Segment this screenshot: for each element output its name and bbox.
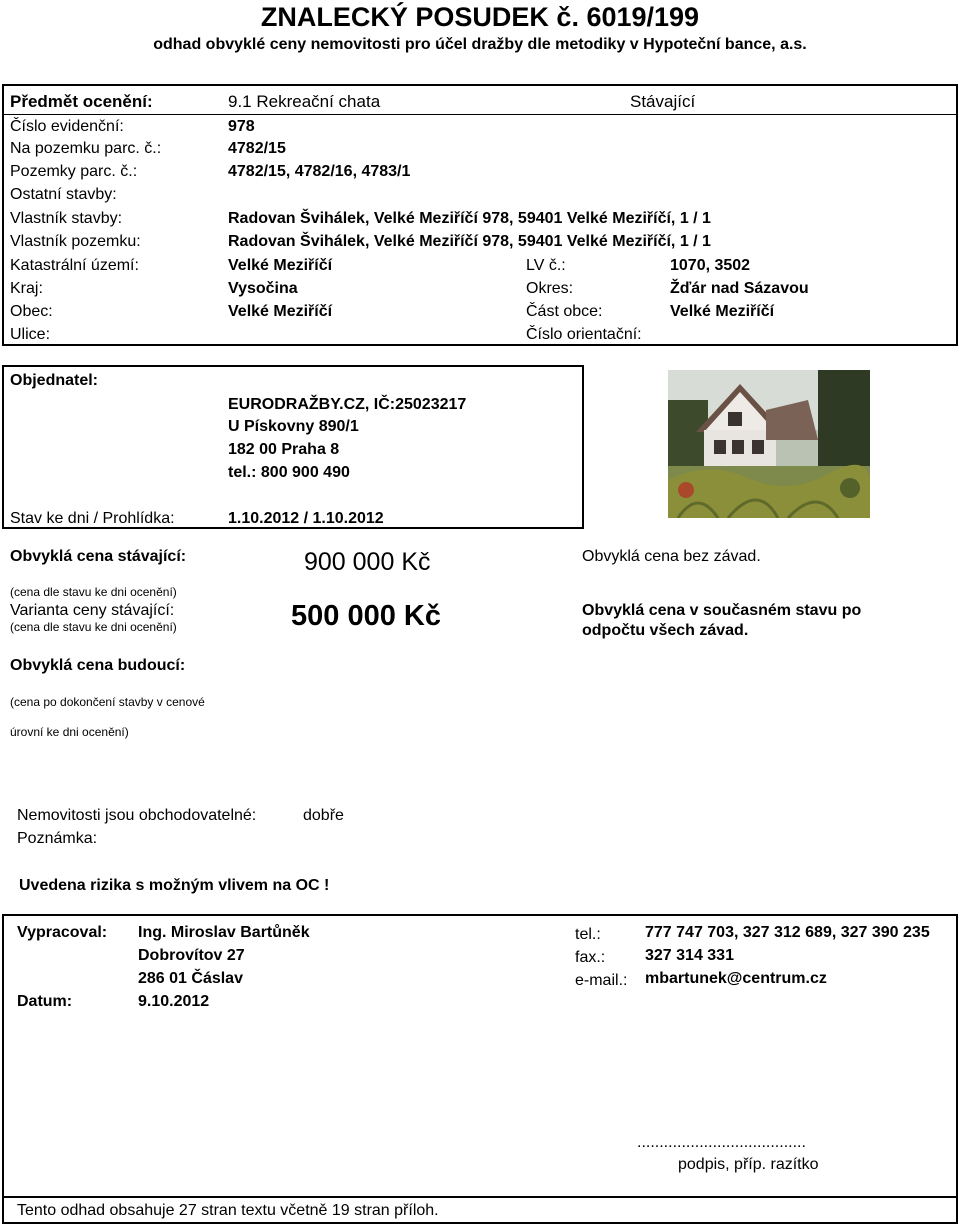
cast-obce-label: Část obce: <box>526 303 603 320</box>
author-city: 286 01 Čáslav <box>138 970 243 987</box>
vlastnik-stavby-value: Radovan Švihálek, Velké Meziříčí 978, 59401 Velké Meziříčí, 1 / 1 <box>228 210 711 227</box>
client-street: U Pískovny 890/1 <box>228 418 359 435</box>
future-price-label: Obvyklá cena budoucí: <box>10 657 186 674</box>
pozemky-label: Pozemky parc. č.: <box>10 163 138 180</box>
current-price-note: (cena dle stavu ke dni ocenění) <box>10 585 177 599</box>
ulice-label: Ulice: <box>10 326 51 343</box>
marketable-value: dobře <box>303 807 344 824</box>
vlastnik-pozemku-label: Vlastník pozemku: <box>10 233 141 250</box>
marketable-label: Nemovitosti jsou obchodovatelné: <box>17 807 257 824</box>
current-price-value: 900 000 Kč <box>304 548 431 576</box>
risk-note: Uvedena rizika s možným vlivem na OC ! <box>19 877 330 894</box>
lv-value: 1070, 3502 <box>670 257 751 274</box>
ostatni-label: Ostatní stavby: <box>10 186 117 203</box>
cast-obce-value: Velké Meziříčí <box>670 303 775 320</box>
kraj-label: Kraj: <box>10 280 43 297</box>
poznamka-label: Poznámka: <box>17 830 98 847</box>
variant-price-label: Varianta ceny stávající: <box>10 602 175 619</box>
tel-label: tel.: <box>575 926 601 943</box>
client-name: EURODRAŽBY.CZ, IČ:25023217 <box>228 396 467 413</box>
datum-value: 9.10.2012 <box>138 993 210 1010</box>
signature-label: podpis, příp. razítko <box>678 1156 819 1173</box>
fax-label: fax.: <box>575 949 606 966</box>
datum-label: Datum: <box>17 993 73 1010</box>
client-phone: tel.: 800 900 490 <box>228 464 350 481</box>
variant-price-desc-2: odpočtu všech závad. <box>582 622 749 639</box>
footer-text: Tento odhad obsahuje 27 stran textu včetně 19 stran příloh. <box>17 1202 439 1219</box>
variant-price-value: 500 000 Kč <box>291 600 441 632</box>
predmet-label: Předmět ocenění: <box>10 92 153 111</box>
current-price-desc: Obvyklá cena bez závad. <box>582 548 761 565</box>
vlastnik-pozemku-value: Radovan Švihálek, Velké Meziříčí 978, 59401 Velké Meziříčí, 1 / 1 <box>228 233 711 250</box>
fax-value: 327 314 331 <box>645 947 734 964</box>
okres-value: Žďár nad Sázavou <box>670 280 809 297</box>
lv-label: LV č.: <box>526 257 566 274</box>
predmet-status: Stávající <box>630 92 696 111</box>
na-pozemku-value: 4782/15 <box>228 140 286 157</box>
document-subtitle: odhad obvyklé ceny nemovitosti pro účel dražby dle metodiky v Hypoteční bance, a.s. <box>153 36 807 53</box>
obec-label: Obec: <box>10 303 53 320</box>
property-photo <box>668 370 870 518</box>
stav-label: Stav ke dni / Prohlídka: <box>10 510 175 527</box>
document-title: ZNALECKÝ POSUDEK č. 6019/199 <box>260 2 700 32</box>
obec-value: Velké Meziříčí <box>228 303 333 320</box>
vypracoval-label: Vypracoval: <box>17 924 108 941</box>
stav-value: 1.10.2012 / 1.10.2012 <box>228 510 384 527</box>
signature-dots: ...................................... <box>637 1134 806 1151</box>
kraj-value: Vysočina <box>228 280 298 297</box>
author-name: Ing. Miroslav Bartůněk <box>138 924 310 941</box>
tel-value: 777 747 703, 327 312 689, 327 390 235 <box>645 924 930 941</box>
future-price-note-2: úrovní ke dni ocenění) <box>10 725 129 739</box>
katastr-value: Velké Meziříčí <box>228 257 333 274</box>
predmet-value: 9.1 Rekreační chata <box>228 92 381 111</box>
okres-label: Okres: <box>526 280 574 297</box>
current-price-label: Obvyklá cena stávající: <box>10 548 187 565</box>
cislo-evid-label: Číslo evidenční: <box>10 118 124 135</box>
cislo-orient-label: Číslo orientační: <box>526 326 642 343</box>
variant-price-desc-1: Obvyklá cena v současném stavu po <box>582 602 862 619</box>
client-city: 182 00 Praha 8 <box>228 441 340 458</box>
author-street: Dobrovítov 27 <box>138 947 245 964</box>
cislo-evid-value: 978 <box>228 118 255 135</box>
email-value: mbartunek@centrum.cz <box>645 970 827 987</box>
variant-price-note: (cena dle stavu ke dni ocenění) <box>10 620 177 634</box>
na-pozemku-label: Na pozemku parc. č.: <box>10 140 162 157</box>
email-label: e-mail.: <box>575 972 628 989</box>
vlastnik-stavby-label: Vlastník stavby: <box>10 210 123 227</box>
predmet-underline <box>3 114 957 115</box>
katastr-label: Katastrální území: <box>10 257 139 274</box>
future-price-note-1: (cena po dokončení stavby v cenové <box>10 695 205 709</box>
client-label: Objednatel: <box>10 372 99 389</box>
pozemky-value: 4782/15, 4782/16, 4783/1 <box>228 163 411 180</box>
